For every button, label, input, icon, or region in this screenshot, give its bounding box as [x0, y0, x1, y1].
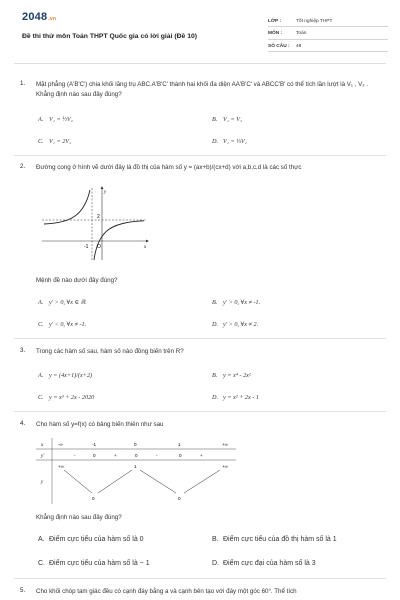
question-3 [22, 347, 386, 357]
answer-text: V₁ = ⅓V₂ [223, 138, 247, 145]
answer-option[interactable] [212, 116, 242, 123]
answer-text: V₁ = ½V₂ [49, 116, 73, 123]
answer-text: y = x⁴ - 2x² [223, 372, 251, 379]
meta-key: SỐ CÂU : [268, 43, 290, 49]
answer-option[interactable] [212, 536, 337, 543]
question-4 [22, 420, 386, 430]
decrease-arrow [64, 470, 92, 493]
meta-value: Tốt nghiệp THPT [296, 18, 333, 24]
row-label-y: y [41, 480, 44, 485]
question-text: Trong các hàm số sau, hàm số nào đồng biến trên R? [36, 348, 184, 355]
answer-label: D. [212, 321, 219, 328]
question-text: Mặt phẳng (A'B'C') chia khối lăng trụ ABC.A'B'C' thành hai khối đa diện AA'B'C' và ABCC'B' có thể tích lần lượt là V₁ , V₂ . Khẳng định nào sau đây đúng? [36, 81, 369, 98]
sign: - [74, 453, 76, 458]
site-logo[interactable] [22, 11, 56, 23]
answer-label: B. [212, 299, 218, 306]
answer-option[interactable] [38, 138, 71, 145]
meta-row-subject [268, 29, 388, 40]
answer-text: Điểm cực tiểu của đồ thị hàm số là 1 [223, 536, 337, 543]
divider [14, 155, 386, 156]
answer-option[interactable] [212, 394, 259, 401]
x-axis-label: x [144, 245, 147, 250]
answer-label: A. [38, 299, 44, 306]
x-value: 0 [134, 442, 137, 447]
meta-value: Toán [296, 31, 307, 36]
y-axis-label: y [104, 190, 107, 195]
x-value: +∞ [222, 442, 228, 447]
origin-label: O [97, 244, 101, 250]
question-5 [22, 587, 386, 597]
divider [14, 411, 386, 412]
left-branch [44, 190, 90, 224]
y-value: 0 [92, 496, 95, 501]
answer-option[interactable] [212, 560, 316, 567]
meta-key: MÔN : [268, 31, 283, 36]
question-2 [22, 163, 386, 173]
answer-option[interactable] [212, 138, 247, 145]
meta-row-class [268, 16, 388, 27]
answer-text: Điểm cực đại của hàm số là 3 [223, 560, 316, 567]
tick-label-neg-1: -1 [84, 244, 89, 250]
increase-arrow [98, 470, 132, 493]
answer-label: C. [38, 394, 44, 401]
answer-text: V₁ = V₂ [223, 116, 243, 123]
sign: - [156, 453, 158, 458]
sign: 0 [179, 453, 182, 458]
question-number: 2. [20, 163, 26, 170]
answer-text: y = x³ + 2x - 2020 [49, 394, 95, 401]
answer-option[interactable] [38, 394, 94, 401]
y-value: 0 [178, 496, 181, 501]
answer-label: A. [38, 372, 44, 379]
question-number: 4. [20, 420, 26, 427]
answer-text: y' > 0, ∀x ∈ ℝ [49, 299, 86, 306]
meta-info [268, 16, 388, 54]
answer-option[interactable] [38, 372, 92, 379]
answer-text: Điểm cực tiểu của hàm số là − 1 [49, 560, 150, 567]
question-number: 1. [20, 80, 26, 87]
sign: + [114, 453, 117, 458]
answer-text: y' > 0, ∀x ≠ 2. [223, 321, 259, 328]
answer-label: D. [212, 138, 219, 145]
sign: + [200, 453, 203, 458]
meta-value: 48 [296, 43, 302, 49]
row-label-x: x [41, 443, 44, 448]
y-value: +∞ [222, 464, 228, 469]
x-value: -∞ [58, 442, 63, 447]
x-axis-arrow [146, 240, 149, 243]
row-label-derivative: y' [41, 454, 45, 459]
question-text: Đường cong ở hình vẽ dưới đây là đồ thị của hàm số y = (ax+b)/(cx+d) với a,b,c,d là các số thực [36, 164, 302, 171]
y-value: +∞ [58, 464, 64, 469]
answer-label: B. [212, 372, 218, 379]
answer-option[interactable] [38, 321, 86, 328]
answer-label: A. [38, 116, 44, 123]
answer-option[interactable] [38, 560, 150, 567]
sign: 0 [135, 453, 138, 458]
divider [14, 578, 386, 579]
answer-option[interactable] [38, 116, 73, 123]
document-header [14, 0, 386, 64]
right-branch [94, 221, 144, 260]
answer-option[interactable] [212, 372, 251, 379]
logo-suffix: .vn [48, 16, 57, 22]
answer-text: V₁ = 2V₂ [49, 138, 72, 145]
answer-label: B. [212, 116, 218, 123]
answer-text: Điểm cực tiểu của hàm số là 0 [49, 536, 144, 543]
x-value: -1 [92, 442, 97, 447]
question-prompt: Mệnh đề nào dưới đây đúng? [36, 277, 118, 284]
answer-option[interactable] [212, 299, 260, 306]
answer-text: y = (4x+1)/(x+2) [49, 372, 93, 379]
answer-label: B. [212, 536, 219, 543]
answer-text: y = x² + 2x - 1 [223, 394, 259, 401]
question-text: Cho khối chóp tam giác đều có cạnh đáy bằng a và cạnh bên tạo với đáy một góc 60°. Thể tích [36, 588, 297, 595]
answer-label: C. [38, 138, 44, 145]
variation-table [36, 438, 236, 504]
answer-text: y' < 0, ∀x ≠ -1. [49, 321, 87, 328]
answer-label: D. [212, 560, 219, 567]
question-1 [22, 80, 386, 100]
question-number: 5. [20, 587, 26, 594]
answer-label: C. [38, 560, 45, 567]
question-text: Cho hàm số y=f(x) có bảng biến thiên như sau [36, 421, 164, 428]
y-value: 1 [134, 464, 137, 469]
decrease-arrow [140, 470, 176, 493]
answer-label: A. [38, 536, 45, 543]
answer-option[interactable] [212, 321, 258, 328]
question-number: 3. [20, 347, 26, 354]
logo-text: 2048 [22, 11, 48, 23]
tick-label-2: 2 [97, 214, 100, 220]
question-2-prompt [22, 276, 386, 286]
question-4-prompt [22, 513, 386, 523]
question-prompt: Khẳng định nào sau đây đúng? [36, 514, 122, 521]
meta-row-count [268, 41, 388, 52]
meta-key: LỚP : [268, 18, 282, 24]
answer-label: C. [38, 321, 44, 328]
sign: 0 [93, 453, 96, 458]
document-title: Đề thi thử môn Toán THPT Quốc gia có lời giải (Đề 10) [22, 33, 198, 40]
increase-arrow [184, 470, 220, 493]
answer-option[interactable] [38, 536, 144, 543]
answer-label: D. [212, 394, 219, 401]
x-value: 1 [178, 442, 181, 447]
answer-text: y' > 0, ∀x ≠ -1. [223, 299, 261, 306]
divider [14, 338, 386, 339]
function-graph [40, 184, 150, 262]
answer-option[interactable] [38, 299, 86, 306]
y-axis-arrow [101, 186, 104, 189]
